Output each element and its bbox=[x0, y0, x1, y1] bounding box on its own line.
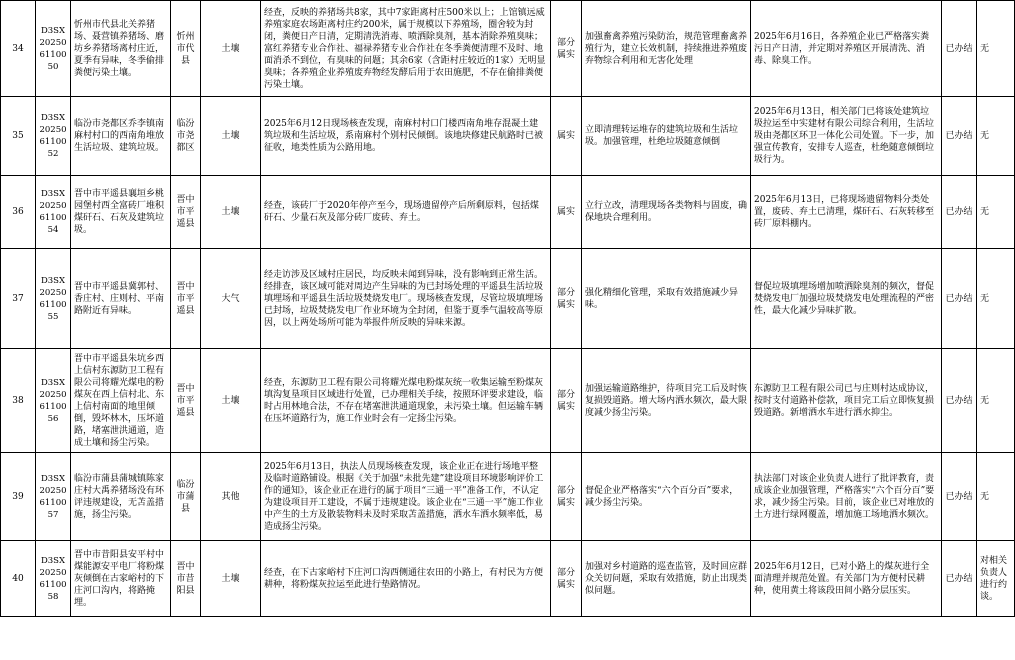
table-row bbox=[1, 97, 1015, 176]
rectification-measures-cell: 督促企业严格落实“六个百分百”要求，减少扬尘污染。 bbox=[582, 453, 751, 541]
accountability-cell: 无 bbox=[977, 249, 1015, 349]
row-number-cell: 36 bbox=[1, 176, 36, 249]
rectification-measures-cell: 立即清理转运堆存的建筑垃圾和生活垃圾。加强管理，杜绝垃圾随意倾倒 bbox=[582, 97, 751, 176]
veracity-status-cell: 部分属实 bbox=[551, 453, 582, 541]
row-number-cell: 37 bbox=[1, 249, 36, 349]
accountability-cell: 对相关负责人进行约谈。 bbox=[977, 541, 1015, 617]
table-row bbox=[1, 176, 1015, 249]
rectification-measures-cell: 加强对乡村道路的巡查监管，及时回应群众关切问题，采取有效措施，防止出现类似问题。 bbox=[582, 541, 751, 617]
accountability-cell: 无 bbox=[977, 97, 1015, 176]
rectification-progress-cell: 2025年6月13日，已将现场遗留物料分类处置，废砖、弃土已清理，煤矸石、石灰转移至砖厂原料棚内。 bbox=[751, 176, 942, 249]
veracity-status-cell: 部分属实 bbox=[551, 249, 582, 349]
accountability-cell: 无 bbox=[977, 176, 1015, 249]
region-cell: 晋中市平遥县 bbox=[171, 349, 201, 453]
row-number-cell: 34 bbox=[1, 1, 36, 97]
verification-result-cell: 经查，反映的养猪场共8家，其中7家距离村庄500米以上；上馆镇远威养殖家庭农场距离村庄约200米，属于规模以下养殖场，圈舍较为封闭，粪便日产日清，定期清洗消毒、喷洒除臭剂，基本消除养殖臭味；富红养猪专业合作社、福禄养猪专业合作社在冬季粪便清理不及时、地面消杀不到位，有臭味的问题；其余6家（含距村庄较近的1家）无明显臭味；各养殖企业养殖废弃物经发酵后用于农田施肥，不存在偷排粪便污染土壤。 bbox=[261, 1, 551, 97]
table-row bbox=[1, 1, 1015, 97]
rectification-measures-cell: 立行立改，清理现场各类物料与固废，确保地块合理利用。 bbox=[582, 176, 751, 249]
rectification-measures-cell: 加强运输道路维护，待项目完工后及时恢复损毁道路。增大场内洒水频次，最大限度减少扬尘污染。 bbox=[582, 349, 751, 453]
verification-result-cell: 2025年6月12日现场核查发现，南麻村村口门楼西南角堆存混凝土建筑垃圾和生活垃圾，系南麻村个别村民倾倒。该地块修建民航路时已被征收，地类性质为公路用地。 bbox=[261, 97, 551, 176]
complaint-content-cell: 临汾市尧都区乔李镇南麻村村口的西南角堆放生活垃圾、建筑垃圾。 bbox=[71, 97, 171, 176]
region-cell: 临汾市蒲县 bbox=[171, 453, 201, 541]
complaint-content-cell: 晋中市平遥县朱坑乡西上信村东源防卫工程有限公司将耀光煤电的粉煤灰在西上信村北、东上信村南面的地里倾倒，毁坏林木，压坏道路，堵塞泄洪通道，造成土壤和扬尘污染。 bbox=[71, 349, 171, 453]
pollution-type-cell: 土壤 bbox=[201, 349, 261, 453]
accountability-cell: 无 bbox=[977, 453, 1015, 541]
table-body bbox=[1, 1, 1015, 617]
rectification-progress-cell: 东源防卫工程有限公司已与庄则村达成协议，按时支付道路补偿款，项目完工后立即恢复损毁道路。新增洒水车进行洒水抑尘。 bbox=[751, 349, 942, 453]
veracity-status-cell: 部分属实 bbox=[551, 541, 582, 617]
verification-result-cell: 经走访涉及区域村庄居民，均反映未闻到异味，没有影响到正常生活。经排查，该区域可能对周边产生异味的为已封场处理的平遥县生活垃圾填埋场和平遥县生活垃圾焚烧发电厂。现场核查发现，尽管垃圾填埋场已封场，垃圾焚烧发电厂作业环境为全封闭，但鉴于夏季气温较高等原因，以上两处场所可能为举报件所反映的异味来源。 bbox=[261, 249, 551, 349]
rectification-progress-cell: 2025年6月13日，相关部门已将该处建筑垃圾拉运至中实建材有限公司综合利用，生活垃圾由尧都区环卫一体化公司处置。下一步，加强宣传教育，安排专人巡查，杜绝随意倾倒垃圾行为。 bbox=[751, 97, 942, 176]
row-number-cell: 40 bbox=[1, 541, 36, 617]
region-cell: 晋中市平遥县 bbox=[171, 249, 201, 349]
row-number-cell: 39 bbox=[1, 453, 36, 541]
accountability-cell: 无 bbox=[977, 349, 1015, 453]
veracity-status-cell: 部分属实 bbox=[551, 1, 582, 97]
verification-result-cell: 经查，在下古家峪村下庄河口沟西侧通往农田的小路上，有村民为方便耕种，将粉煤灰拉运至此进行垫路情况。 bbox=[261, 541, 551, 617]
row-number-cell: 38 bbox=[1, 349, 36, 453]
rectification-progress-cell: 2025年6月16日，各养殖企业已严格落实粪污日产日清，并定期对养殖区开展清洗、消毒、除臭工作。 bbox=[751, 1, 942, 97]
pollution-type-cell: 土壤 bbox=[201, 1, 261, 97]
complaint-code-cell: D3SX2025061100 50 bbox=[36, 1, 71, 97]
accountability-cell: 无 bbox=[977, 1, 1015, 97]
closure-status-cell: 已办结 bbox=[942, 176, 977, 249]
complaint-content-cell: 晋中市昔阳县安平村中煤能源安平电厂将粉煤灰倾倒在古家峪村的下庄河口沟内，将路掩埋。 bbox=[71, 541, 171, 617]
pollution-type-cell: 土壤 bbox=[201, 97, 261, 176]
pollution-type-cell: 土壤 bbox=[201, 176, 261, 249]
complaint-code-cell: D3SX2025061100 57 bbox=[36, 453, 71, 541]
row-number-cell: 35 bbox=[1, 97, 36, 176]
closure-status-cell: 已办结 bbox=[942, 453, 977, 541]
complaint-code-cell: D3SX2025061100 55 bbox=[36, 249, 71, 349]
region-cell: 忻州市代县 bbox=[171, 1, 201, 97]
complaint-content-cell: 临汾市蒲县蒲城镇陈家庄村大禹养猪场没有环评违规建设，无苫盖措施，扬尘污染。 bbox=[71, 453, 171, 541]
complaint-content-cell: 忻州市代县北关养猪场、聂营镇养猪场、磨坊乡养猪场离村庄近，夏季有异味，冬季偷排粪便污染土壤。 bbox=[71, 1, 171, 97]
verification-result-cell: 2025年6月13日，执法人员现场核查发现，该企业正在进行场地平整及临时道路铺设。根据《关于加强“未批先建”建设项目环境影响评价工作的通知》，该企业正在进行的属于项目“三通一平”准备工作，不认定为建设项目开工建设，不属于违规建设。该企业在“三通一平”施工作业中产生的土方及散装物料未及时采取苫盖措施，洒水车洒水频率低，易造成扬尘污染。 bbox=[261, 453, 551, 541]
table-row bbox=[1, 541, 1015, 617]
region-cell: 晋中市平遥县 bbox=[171, 176, 201, 249]
complaint-code-cell: D3SX2025061100 54 bbox=[36, 176, 71, 249]
rectification-progress-cell: 督促垃圾填埋场增加喷洒除臭剂的频次，督促焚烧发电厂加强垃圾焚烧发电处理流程的严密性，最大化减少异味扩散。 bbox=[751, 249, 942, 349]
complaint-content-cell: 晋中市平遥县冀郭村、香庄村、庄则村、平南路附近有异味。 bbox=[71, 249, 171, 349]
verification-result-cell: 经查，东源防卫工程有限公司将耀光煤电粉煤灰统一收集运输至粉煤灰填沟复垦项目区域进行处置，已办理相关手续，按照环评要求建设，临时占用林地合法，不存在堵塞泄洪通道现象，未污染土壤。但运输车辆在压坏道路行为，施工作业时会有一定扬尘污染。 bbox=[261, 349, 551, 453]
table-row bbox=[1, 249, 1015, 349]
closure-status-cell: 已办结 bbox=[942, 97, 977, 176]
table-row bbox=[1, 453, 1015, 541]
rectification-progress-cell: 2025年6月12日，已对小路上的煤灰进行全面清理并规范处置。有关部门为方便村民耕种，使用黄土将该段田间小路分层压实。 bbox=[751, 541, 942, 617]
pollution-type-cell: 土壤 bbox=[201, 541, 261, 617]
table-row bbox=[1, 349, 1015, 453]
complaint-code-cell: D3SX2025061100 56 bbox=[36, 349, 71, 453]
veracity-status-cell: 属实 bbox=[551, 176, 582, 249]
complaint-code-cell: D3SX2025061100 52 bbox=[36, 97, 71, 176]
closure-status-cell: 已办结 bbox=[942, 349, 977, 453]
rectification-measures-cell: 加强畜禽养殖污染防治，规范管理畜禽养殖行为，建立长效机制，持续推进养殖废弃物综合利用和无害化处理 bbox=[582, 1, 751, 97]
rectification-measures-cell: 强化精细化管理，采取有效措施减少异味。 bbox=[582, 249, 751, 349]
veracity-status-cell: 属实 bbox=[551, 97, 582, 176]
closure-status-cell: 已办结 bbox=[942, 1, 977, 97]
region-cell: 临汾市尧都区 bbox=[171, 97, 201, 176]
closure-status-cell: 已办结 bbox=[942, 249, 977, 349]
veracity-status-cell: 部分属实 bbox=[551, 349, 582, 453]
pollution-type-cell: 大气 bbox=[201, 249, 261, 349]
verification-result-cell: 经查，该砖厂于2020年停产至今，现场遗留停产后所剩原料，包括煤矸石、少量石灰及部分砖厂废砖、弃土。 bbox=[261, 176, 551, 249]
complaint-content-cell: 晋中市平遥县襄垣乡桃园堡村西全富砖厂堆积煤矸石、石灰及建筑垃圾。 bbox=[71, 176, 171, 249]
region-cell: 晋中市昔阳县 bbox=[171, 541, 201, 617]
complaint-code-cell: D3SX2025061100 58 bbox=[36, 541, 71, 617]
closure-status-cell: 已办结 bbox=[942, 541, 977, 617]
rectification-progress-cell: 执法部门对该企业负责人进行了批评教育，责成该企业加强管理，严格落实“六个百分百”要求，减少扬尘污染。目前，该企业已对堆放的土方进行绿网覆盖，增加施工场地洒水频次。 bbox=[751, 453, 942, 541]
pollution-type-cell: 其他 bbox=[201, 453, 261, 541]
